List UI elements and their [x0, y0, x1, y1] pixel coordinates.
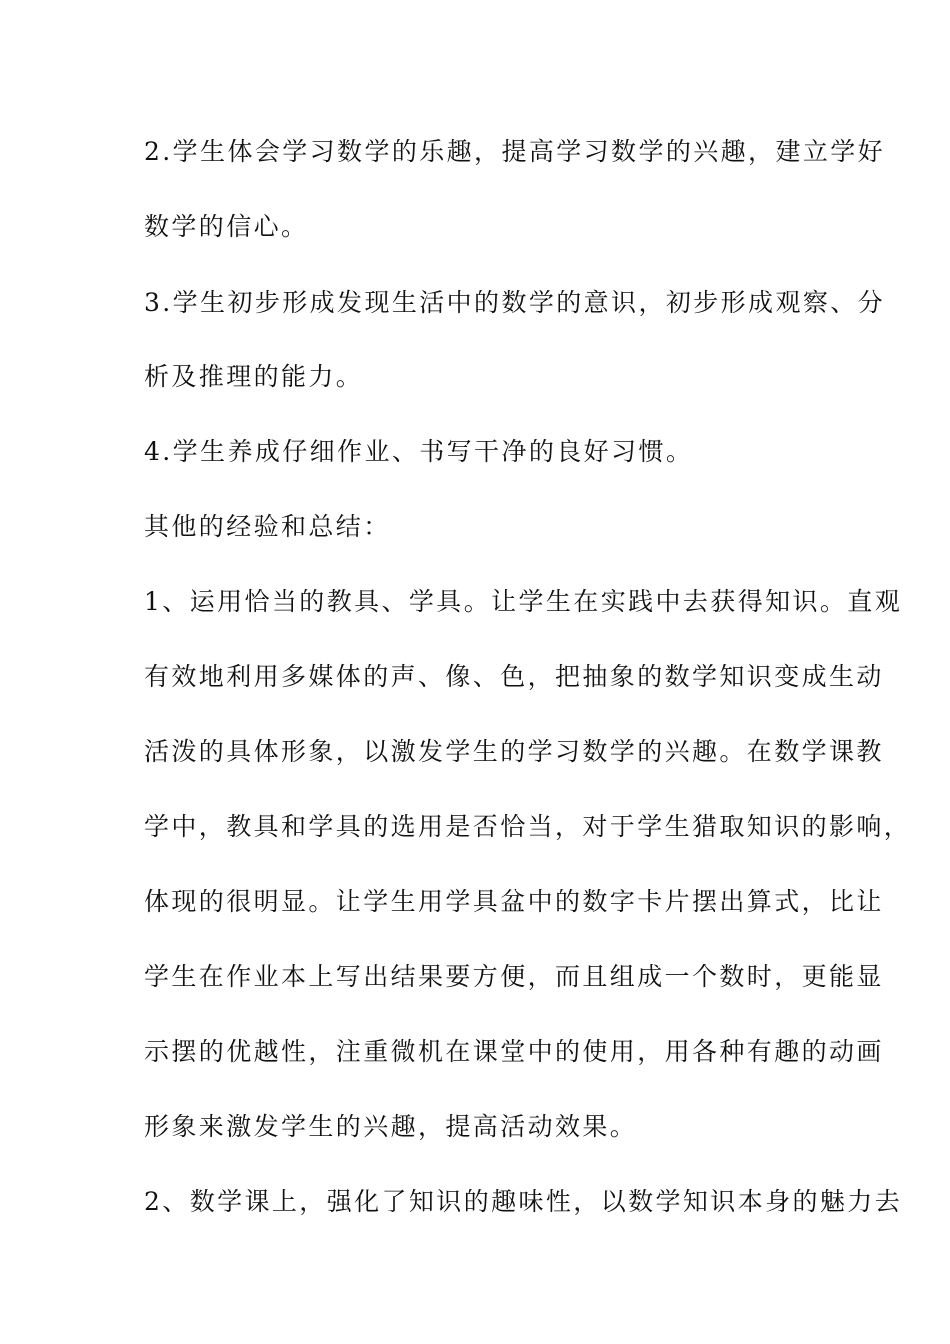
text-line: 析及推理的能力。 [144, 362, 364, 391]
text-line: 形象来激发学生的兴趣，提高活动效果。 [144, 1112, 638, 1141]
text-line: 3.学生初步形成发现生活中的数学的意识，初步形成观察、分 [144, 288, 886, 317]
text-line: 体现的很明显。让学生用学具盆中的数字卡片摆出算式，比让 [144, 887, 884, 916]
text-line: 1、运用恰当的教具、学具。让学生在实践中去获得知识。直观 [144, 587, 903, 616]
text-line: 活泼的具体形象，以激发学生的学习数学的兴趣。在数学课教 [144, 737, 884, 766]
section-heading: 其他的经验和总结： [144, 512, 391, 541]
text-line: 学中，教具和学具的选用是否恰当，对于学生猎取知识的影响， [144, 812, 912, 841]
text-line: 数学的信心。 [144, 212, 309, 241]
text-line: 4.学生养成仔细作业、书写干净的良好习惯。 [144, 437, 694, 466]
text-line: 示摆的优越性，注重微机在课堂中的使用，用各种有趣的动画 [144, 1037, 884, 1066]
text-line: 2、数学课上，强化了知识的趣味性，以数学知识本身的魅力去 [144, 1187, 903, 1216]
text-line: 学生在作业本上写出结果要方便，而且组成一个数时，更能显 [144, 962, 884, 991]
text-line: 2.学生体会学习数学的乐趣，提高学习数学的兴趣，建立学好 [144, 137, 886, 166]
text-line: 有效地利用多媒体的声、像、色，把抽象的数学知识变成生动 [144, 662, 884, 691]
